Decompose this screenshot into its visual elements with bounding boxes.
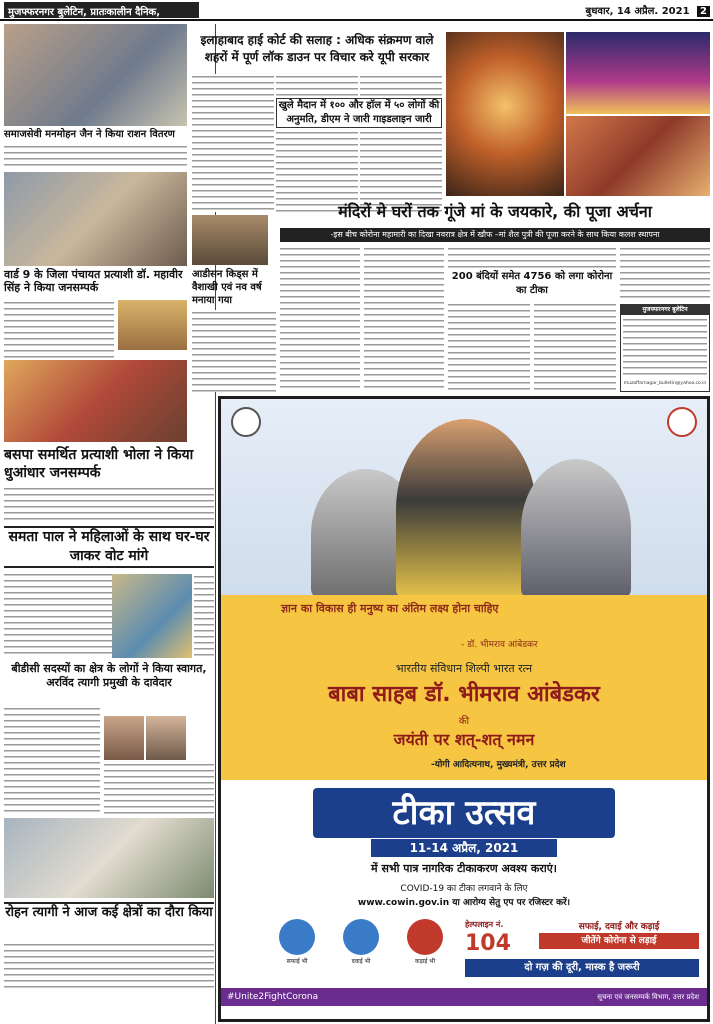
headline-highcourt: इलाहाबाद हाई कोर्ट की सलाह : अधिक संक्रमण वाले शहरों में पूर्ण लॉक डाउन पर विचार करे यूपी सरकार <box>200 33 434 64</box>
sanitizer-icon <box>279 919 315 955</box>
icon-label-1: सफाई भी <box>286 958 308 965</box>
ad-tika-dates: 11-14 अप्रैल, 2021 <box>371 839 557 857</box>
up-emblem-icon <box>231 407 261 437</box>
body-jail-top <box>448 246 616 268</box>
ad-appeal: में सभी पात्र नागरिक टीकाकरण अवश्य कराएं। <box>371 862 557 875</box>
photo-portrait-2 <box>146 716 186 760</box>
publisher-box-text <box>623 317 707 379</box>
slogan-2: जीतेंगे कोरोना से लड़ाई <box>539 933 699 949</box>
ad-tribute: जयंती पर शत्-शत् नमन <box>393 730 535 749</box>
ad-footer <box>221 988 707 1006</box>
caption-ration: समाजसेवी मनमोहन जैन ने किया राशन वितरण <box>4 129 175 140</box>
masthead-left: मुजफ्फरनगर बुलेटिन, प्रातःकालीन दैनिक, <box>4 2 199 18</box>
body-highcourt-1 <box>192 74 274 212</box>
photo-mahavir <box>118 300 187 350</box>
ad-line1: भारतीय संविधान शिल्पी भारत रत्न <box>395 662 533 675</box>
photo-campaign <box>4 172 187 266</box>
body-highcourt-2 <box>276 74 358 96</box>
caption-mahavir: वार्ड 9 के जिला पंचायत प्रत्याशी डॉ. महावीर सिंह ने किया जनसम्पर्क <box>4 268 183 294</box>
portrait-center <box>396 419 536 599</box>
body-samta <box>4 572 112 658</box>
helpline-label: हेल्पलाइन नं. <box>465 920 504 929</box>
ad-name: बाबा साहब डॉ. भीमराव आंबेडकर <box>328 682 600 707</box>
page-number: 2 <box>697 6 710 17</box>
body-bhola <box>4 486 214 520</box>
photo-rally <box>4 360 187 442</box>
icon-label-2: दवाई भी <box>351 958 371 965</box>
slogan-3: दो गज़ की दूरी, मास्क है जरूरी <box>465 959 699 977</box>
body-rohan <box>4 942 214 992</box>
photo-worship <box>566 116 710 196</box>
body-bdc <box>4 706 100 814</box>
body-samta-2 <box>194 574 214 658</box>
ad-reg2: www.cowin.gov.in या आरोग्य सेतु एप पर रजिस्टर करें। <box>357 898 571 908</box>
publisher-email: muzaffarnagar_bulletin@yahoo.co.in <box>623 381 707 386</box>
slogan-1: सफाई, दवाई और कड़ाई <box>578 922 660 932</box>
date-text: बुधवार, 14 अप्रैल. 2021 <box>585 6 690 17</box>
headline-temples: मंदिरों मे घरों तक गूंजे मां के जयकारे, की पूजा अर्चना <box>338 202 652 221</box>
ambedkar-tika-ad <box>218 396 710 1022</box>
department-logo-icon <box>667 407 697 437</box>
photo-kids <box>192 215 268 265</box>
masthead-date <box>560 3 710 17</box>
ad-tika-title: टीका उत्सव <box>313 788 615 838</box>
ad-cm: -योगी आदित्यनाथ, मुख्यमंत्री, उत्तर प्रदेश <box>431 760 566 770</box>
ad-quote: ज्ञान का विकास ही मनुष्य का अंतिम लक्ष्य होना चाहिए <box>281 602 499 615</box>
photo-temple-idol <box>446 32 564 196</box>
headline-jail: 200 बंदियों समेत 4756 को लगा कोरोना का टीका <box>451 271 613 296</box>
body-mahavir <box>4 300 114 358</box>
publisher-box <box>620 304 710 392</box>
photo-portrait-1 <box>104 716 144 760</box>
body-jail-2 <box>534 302 616 392</box>
photo-ration-distribution <box>4 24 187 126</box>
headline-bhola: बसपा समर्थित प्रत्याशी भोला ने किया धुआंधार जनसम्पर्क <box>4 446 214 484</box>
photo-temple-lights <box>566 32 710 114</box>
portrait-right <box>521 459 631 599</box>
headline-samta: समता पाल ने महिलाओं के साथ घर-घर जाकर वोट मांगे <box>4 526 214 568</box>
top-rule <box>0 19 713 21</box>
medicine-icon <box>343 919 379 955</box>
body-kids <box>192 310 276 392</box>
icon-label-3: कड़ाई भी <box>415 958 435 965</box>
department: सूचना एवं जनसम्पर्क विभाग, उत्तर प्रदेश <box>597 993 699 1001</box>
body-jail-1 <box>448 302 530 392</box>
ad-ki: की <box>458 716 470 727</box>
ad-portrait-area <box>221 399 707 599</box>
body-right-top <box>620 246 710 302</box>
body-temples-1 <box>280 246 360 392</box>
publisher-box-title: मुजफ्फरनगर बुलेटिन <box>621 305 709 315</box>
headline-guideline: खुले मैदान में १०० और हॉल में ५० लोगों की अनुमति, डीएम ने जारी गाइडलाइन जारी <box>276 98 442 128</box>
headline-kids: आडीसन किड्स में वैशाखी एवं नव वर्ष मनाया गया <box>192 269 262 306</box>
helpline-number: 104 <box>465 931 511 956</box>
photo-samta <box>112 574 192 658</box>
ad-quote-author: - डॉ. भीमराव आंबेडकर <box>461 640 538 650</box>
headline-rohan: रोहन त्यागी ने आज कई क्षेत्रों का दौरा किया <box>4 902 214 940</box>
subheadline-temples: -इस बीच कोरोना महामारी का दिखा नवरात्र क्षेत्र में खौफ –मां शैल पुत्री की पूजा करने के साथ किया कलश स्थापना <box>280 228 710 242</box>
body-ration <box>4 144 187 170</box>
headline-bdc: बीडीसी सदस्यों का क्षेत्र के लोगों ने किया स्वागत, अरविंद त्यागी प्रमुखी के दावेदार <box>11 662 207 689</box>
ad-reg1: COVID-19 का टीका लगवाने के लिए <box>400 884 528 894</box>
body-bdc-2 <box>104 762 214 814</box>
hashtag: #Unite2FightCorona <box>227 992 319 1002</box>
body-highcourt-3 <box>360 74 442 96</box>
photo-group <box>4 818 214 898</box>
mask-icon <box>407 919 443 955</box>
body-temples-2 <box>364 246 444 392</box>
ad-quote-band <box>221 595 707 780</box>
